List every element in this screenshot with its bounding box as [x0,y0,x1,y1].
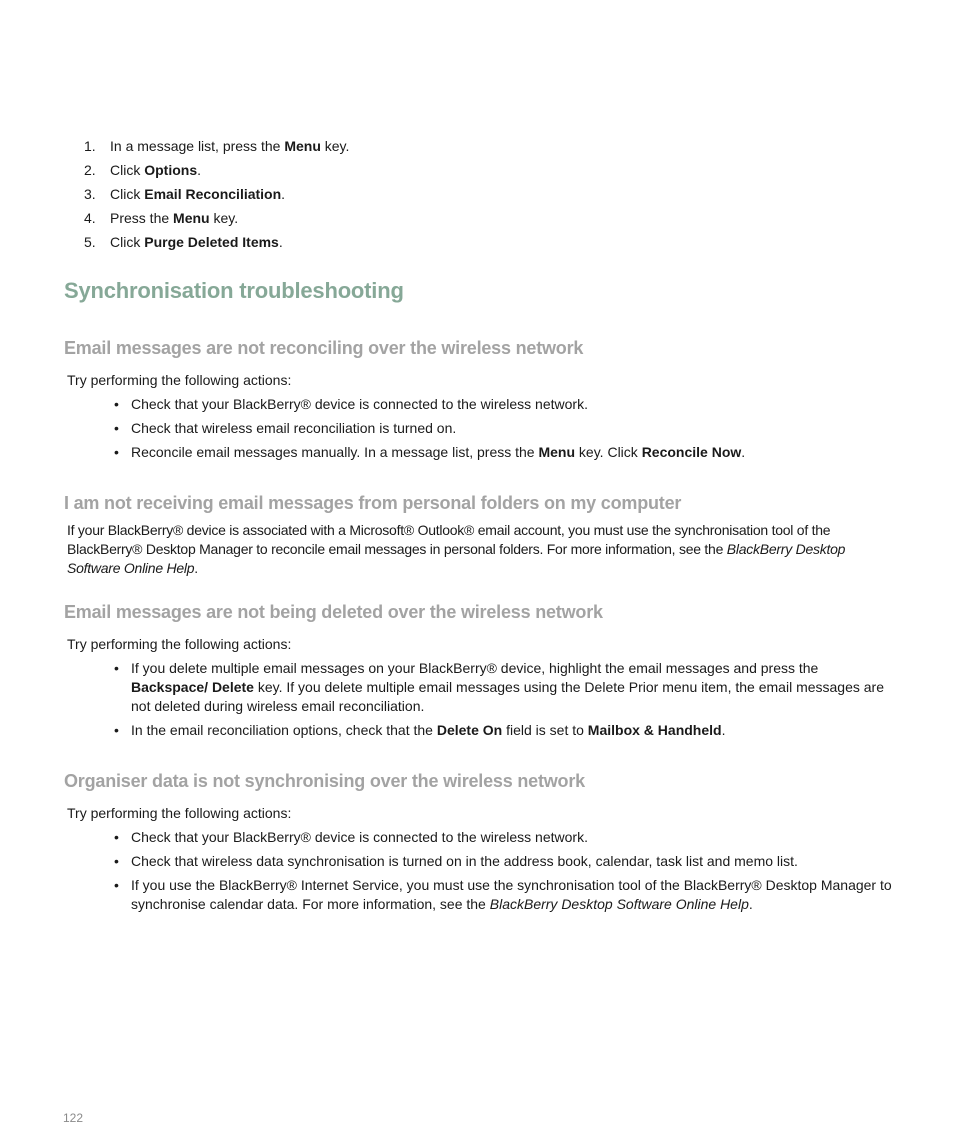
bullet-item: • Check that your BlackBerry® device is connected to the wireless network. [114,395,894,414]
bullet-item: • In the email reconciliation options, check that the Delete On field is set to Mailbox & Handheld. [114,721,894,740]
step-item: 4. Press the Menu key. [84,210,239,226]
topic-intro: Try performing the following actions: [67,636,292,652]
step-item: 3. Click Email Reconciliation. [84,186,286,202]
topic-heading-deleting: Email messages are not being deleted over the wireless network [64,602,603,622]
topic-intro: Try performing the following actions: [67,372,292,388]
bullet-item: • Check that wireless data synchronisation is turned on in the address book, calendar, task list and memo list. [114,852,894,871]
bullet-item: • Check that your BlackBerry® device is connected to the wireless network. [114,828,894,847]
bullet-item: • Check that wireless email reconciliation is turned on. [114,419,894,438]
topic-bullet-list [114,395,894,467]
bullet-item: • Reconcile email messages manually. In a message list, press the Menu key. Click Reconcile Now. [114,443,894,462]
topic-heading-organiser: Organiser data is not synchronising over the wireless network [64,771,585,791]
section-title: Synchronisation troubleshooting [64,278,404,303]
topic-paragraph: If your BlackBerry® device is associated with a Microsoft® Outlook® email account, you must use the synchronisation tool of the BlackBerry® Desktop Manager to reconcile email messages in personal folders. For more information, see the BlackBerry Desktop Software Online Help. [67,522,846,576]
topic-heading-personal-folders: I am not receiving email messages from personal folders on my computer [64,493,682,513]
step-item: 1. In a message list, press the Menu key. [84,138,350,154]
page-number: 122 [63,1111,84,1125]
topic-heading-reconciling: Email messages are not reconciling over the wireless network [64,338,584,358]
bullet-item: • If you delete multiple email messages on your BlackBerry® device, highlight the email messages and press the Backspace/ Delete key. If you delete multiple email messages using the Delete Prior menu item, the email messages are not deleted during wireless email reconciliation. [114,659,894,716]
step-item: 2. Click Options. [84,162,202,178]
bullet-item: • If you use the BlackBerry® Internet Service, you must use the synchronisation tool of the BlackBerry® Desktop Manager to synchronise calendar data. For more information, see the BlackBerry Desktop Software Online Help. [114,876,894,914]
topic-intro: Try performing the following actions: [67,805,292,821]
topic-bullet-list [114,828,894,919]
step-item: 5. Click Purge Deleted Items. [84,234,283,250]
topic-bullet-list [114,659,894,745]
step-list [84,136,349,256]
